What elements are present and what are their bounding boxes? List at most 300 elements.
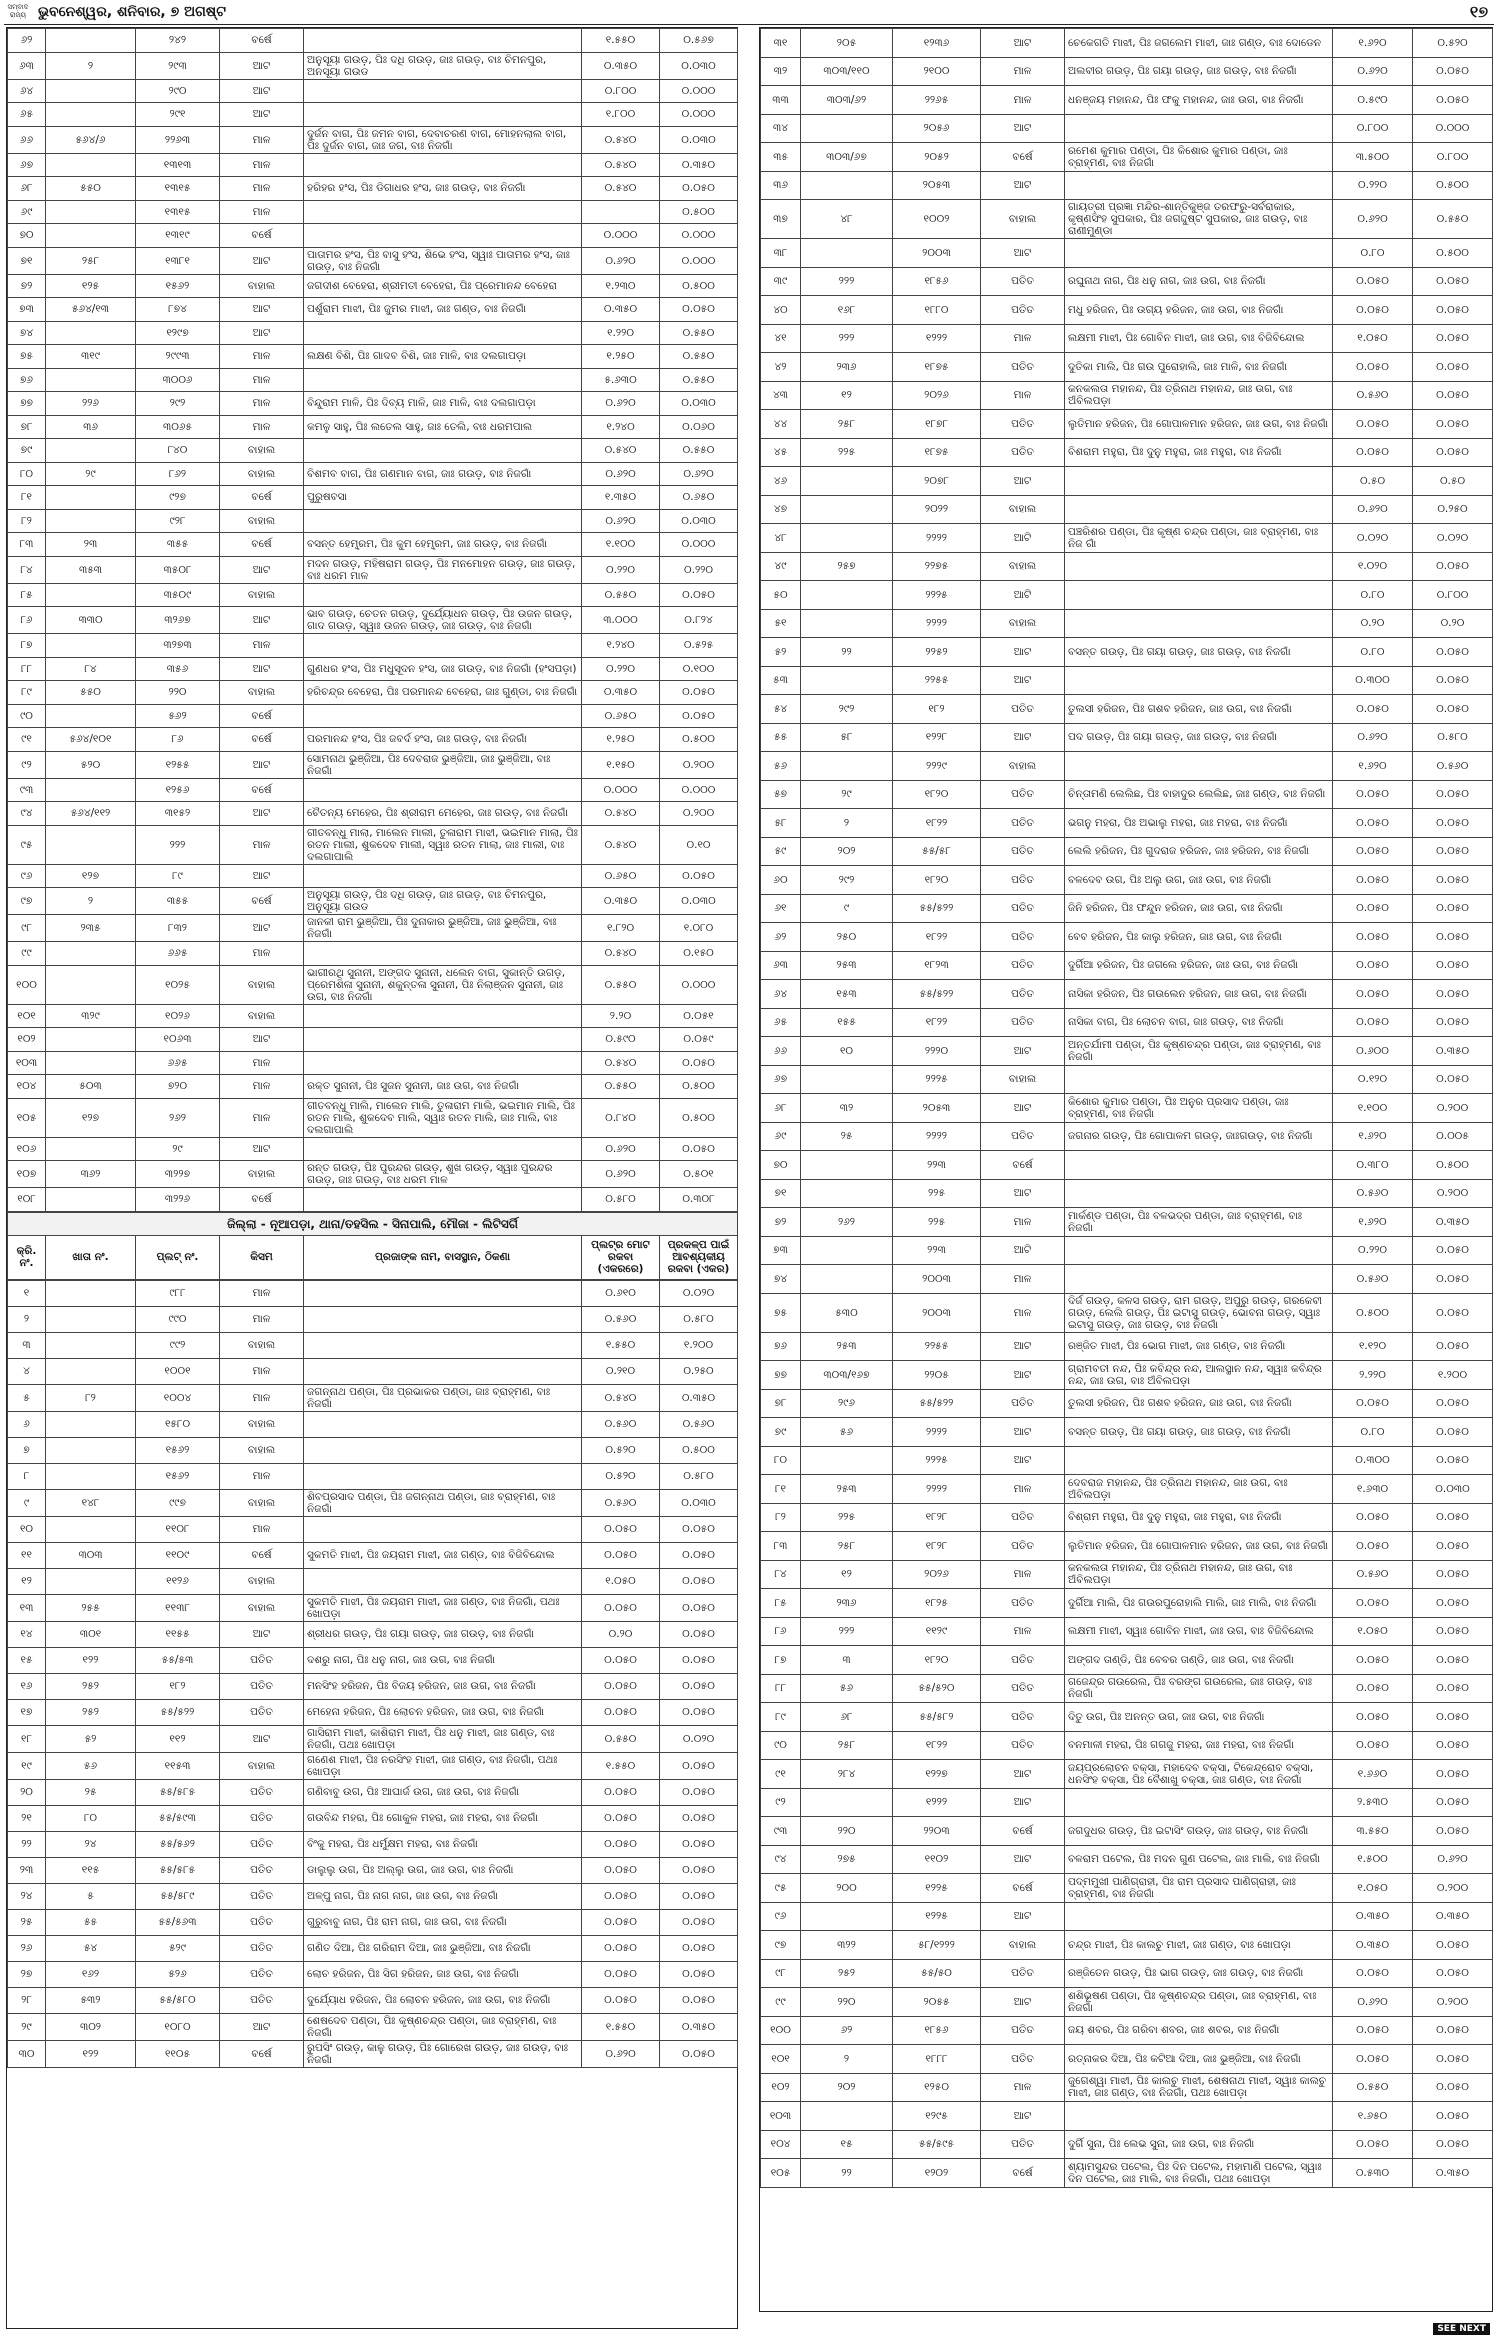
khata-cell: ୨୮୪	[801, 1760, 893, 1789]
serial-cell: ୧୪	[8, 1621, 46, 1647]
plot-cell: ୧୮୨୨	[893, 809, 981, 838]
total-area-cell: ୦.୮୦୦	[582, 79, 660, 103]
total-area-cell: ୦.୦୫୦	[1333, 837, 1413, 866]
serial-cell: ୧୦୨	[8, 1028, 46, 1052]
owner-cell	[1065, 2102, 1333, 2131]
khata-cell: ୩୫୩	[46, 556, 136, 583]
serial-cell: ୩୩	[761, 86, 801, 115]
plot-cell: ୯୨୭	[136, 486, 220, 510]
total-area-cell: ୦.୦୫୦	[1333, 1646, 1413, 1675]
table-row	[761, 1703, 1493, 1732]
serial-cell: ୫୮	[761, 809, 801, 838]
required-area-cell: ୦.୦୫୦	[1413, 837, 1493, 866]
plot-cell: ୨୯	[136, 1137, 220, 1161]
owner-cell	[304, 1306, 582, 1332]
required-area-cell: ୦.୦୫୦	[1413, 1293, 1493, 1332]
total-area-cell: ୦.୦୫୦	[1333, 923, 1413, 952]
total-area-cell: ୦.୬୨୦	[1333, 200, 1413, 239]
khata-cell: ୧୨	[801, 1560, 893, 1589]
kisam-cell: ଆଟ	[981, 239, 1065, 268]
plot-cell: ୧୨୫୦	[893, 2073, 981, 2102]
khata-cell: ୬୮	[801, 1703, 893, 1732]
total-area-cell: ୦.୦୫୦	[582, 1909, 660, 1935]
khata-cell	[801, 467, 893, 496]
plot-cell: ୧୮୫୬	[893, 267, 981, 296]
total-area-cell: ୦.୬୦୦	[1333, 1037, 1413, 1066]
owner-cell: ବସନ୍ତ ଗଉଡ଼, ପିଃ ଗୟା ଗଉଡ଼, ଜାଃ ଗଉଡ଼, ବାଃ ନିଜଗାଁ	[1065, 638, 1333, 667]
total-area-cell: ୨.୨୨୦	[1333, 1361, 1413, 1390]
page-header	[4, 2, 1494, 25]
table-row	[761, 695, 1493, 724]
required-area-cell: ୦.୦୫୦	[1413, 1446, 1493, 1475]
serial-cell: ୩୮	[761, 239, 801, 268]
serial-cell: ୩୨	[761, 57, 801, 86]
table-row	[761, 1037, 1493, 1066]
plot-cell: ୧୮୫୬	[893, 2016, 981, 2045]
required-area-cell: ୦.୦୫୦	[660, 1673, 738, 1699]
total-area-cell: ୦.୩୫୦	[582, 298, 660, 322]
required-area-cell: ୦.୫୬୭	[660, 29, 738, 53]
owner-cell: ଅନୁସୂୟା ଗଉଡ଼, ପିଃ ଦଧି ଗଉଡ଼, ଜାଃ ଗଉଡ଼, ବାଃ ଚିମନପୁର, ଅନୁସୂୟା ଗଉଡ	[304, 888, 582, 915]
plot-cell: ୫୫/୫୯୫	[893, 2130, 981, 2159]
owner-cell	[304, 321, 582, 345]
plot-cell: ୯୨୮	[136, 509, 220, 533]
kisam-cell: ଆଟ	[220, 1137, 304, 1161]
table-row	[761, 866, 1493, 895]
table-row	[761, 1817, 1493, 1846]
table-row	[761, 239, 1493, 268]
owner-cell	[304, 634, 582, 658]
table-row	[761, 1151, 1493, 1180]
khata-cell	[801, 1788, 893, 1817]
kisam-cell: ବାହାଲ	[220, 1489, 304, 1516]
owner-cell: ଚେକେଗତି ମାଝୀ, ପିଃ ଜଗଲେମ ମାଝୀ, ଜାଃ ଗଣ୍ଡ, ବାଃ ଦୋଡେନ	[1065, 29, 1333, 58]
khata-cell: ୨୨୦	[801, 1988, 893, 2017]
serial-cell: ୮୩	[761, 1532, 801, 1561]
required-area-cell: ୦.୦୩୦	[660, 888, 738, 915]
plot-cell: ୩୨୭୩	[136, 634, 220, 658]
khata-cell: ୨୩	[46, 533, 136, 557]
required-area-cell: ୦.୮୨୪	[660, 607, 738, 634]
serial-cell: ୪୭	[761, 495, 801, 524]
plot-cell: ୬୬୫	[136, 942, 220, 966]
serial-cell: ୬୨	[761, 923, 801, 952]
total-area-cell: ୦.୨୦	[1333, 609, 1413, 638]
required-area-cell: ୦.୦୦୦	[660, 79, 738, 103]
kisam-cell: ଆଟ	[981, 1418, 1065, 1447]
required-area-cell: ୦.୦୫୦	[1413, 2073, 1493, 2102]
kisam-cell: ବାହାଲ	[220, 681, 304, 705]
total-area-cell: ୦.୩୦୦	[1333, 666, 1413, 695]
owner-cell	[1065, 609, 1333, 638]
kisam-cell: ପତିତ	[220, 1857, 304, 1883]
required-area-cell: ୦.୦୫୦	[1413, 951, 1493, 980]
required-area-cell: ୦.୦୫୦	[1413, 894, 1493, 923]
total-area-cell: ୦.୦୫୦	[1333, 780, 1413, 809]
plot-cell: ୩୨୬୭	[136, 607, 220, 634]
owner-cell	[1065, 1065, 1333, 1094]
kisam-cell: ବର୍ଷେ	[220, 704, 304, 728]
total-area-cell: ୦.୫୦	[1333, 467, 1413, 496]
kisam-cell: ପତିତ	[981, 809, 1065, 838]
table-row	[761, 1760, 1493, 1789]
serial-cell: ୬୩	[761, 951, 801, 980]
required-area-cell: ୦.୦୫୦	[1413, 1532, 1493, 1561]
serial-cell: ୩୭	[761, 200, 801, 239]
total-area-cell: ୦.୦୫୦	[1333, 296, 1413, 325]
owner-cell: ଦୁତିକା ମାଲି, ପିଃ ଗଉ ପୁରୋହାଲି, ଜାଃ ମାଳି, ବାଃ ନିଜଗାଁ	[1065, 353, 1333, 382]
plot-cell: ୯୮୮	[136, 1280, 220, 1306]
plot-cell: ୫୫/୫୮୫	[136, 1857, 220, 1883]
owner-cell: ସୋମନାଥ ଭୁଞ୍ଜିଆ, ପିଃ ଦେବରାଜ ଭୁଞ୍ଜିଆ, ଜାଃ ଭୁଞ୍ଜିଆ, ବାଃ ନିଜଗାଁ	[304, 751, 582, 778]
serial-cell: ୧୦୫	[8, 1098, 46, 1137]
serial-cell: ୧୨	[8, 1568, 46, 1594]
kisam-cell: ବାହାଲ	[220, 1568, 304, 1594]
required-area-cell: ୦.୦୫୦	[1413, 1617, 1493, 1646]
plot-cell: ୨୨୦୩	[893, 1817, 981, 1846]
total-area-cell: ୦.୫୬୦	[1333, 1560, 1413, 1589]
owner-cell	[304, 79, 582, 103]
khata-cell	[46, 704, 136, 728]
serial-cell: ୮୯	[8, 681, 46, 705]
serial-cell: ୬୮	[761, 1094, 801, 1123]
owner-cell: ବେବ ହରିଜନ, ପିଃ କାଲୁ ହରିଜନ, ଜାଃ ଉଗ, ବାଃ ନିଜଗାଁ	[1065, 923, 1333, 952]
kisam-cell: ମାଳ	[220, 1384, 304, 1411]
owner-cell: ଗୀତବନ୍ଧୁ ମାଲି, ମାଲେନ ମାଲି, ତୁଳାରାମ ମାଲି, ଭଇମାନ ମାଲି, ପିଃ ରତନ ମାଲି, ଶୁକଦେବ ମାଲି, ସ୍ୱାଃ ରତନ ମାଲି, ଜାଃ ମାଲି, ବାଃ ଦଲଗାପାଲି	[304, 1098, 582, 1137]
table-row	[8, 1568, 738, 1594]
plot-cell: ୩୧୫୨	[136, 802, 220, 826]
owner-cell: ବିଶମବ ବାଗ, ପିଃ ଗଣମାନ ବାଗ, ଜାଃ ଗଉଡ଼, ବାଃ ନିଜଗାଁ	[304, 462, 582, 486]
kisam-cell: ବାହାଲ	[981, 495, 1065, 524]
serial-cell: ୬୬	[8, 126, 46, 153]
owner-cell: ବନମାଳୀ ମହରା, ପିଃ ଗଗଜୁ ମହରା, ଜାଃ ମହରା, ବାଃ ନିଜଗାଁ	[1065, 1731, 1333, 1760]
serial-cell: ୮୪	[8, 556, 46, 583]
serial-cell: ୧୦୩	[8, 1051, 46, 1075]
serial-cell: ୫୭	[761, 780, 801, 809]
required-area-cell: ୦.୫୦୦	[660, 1437, 738, 1463]
serial-cell: ୨୧	[8, 1805, 46, 1831]
owner-cell	[304, 1004, 582, 1028]
kisam-cell: ବାହାଲ	[220, 1004, 304, 1028]
plot-cell: ୫୫/୫୯୩	[136, 1805, 220, 1831]
required-area-cell: ୦.୦୩୦	[660, 52, 738, 79]
required-area-cell: ୦.୦୫୦	[660, 583, 738, 607]
khata-cell: ୫୨୦	[46, 751, 136, 778]
serial-cell: ୮୮	[761, 1674, 801, 1703]
owner-cell: ଅନୁସୂୟା ଗଉଡ଼, ପିଃ ଦଧି ଗଉଡ଼, ଜାଃ ଗଉଡ଼, ବାଃ ଚିମନପୁର, ଅନସୂୟା ଗଉଡ	[304, 52, 582, 79]
owner-cell: ପଦ୍ମମୁଖୀ ପାଣିଗ୍ରାହୀ, ପିଃ ରାମ ପ୍ରସାଦ ପାଣିଗ୍ରାହୀ, ଜାଃ ବ୍ରାହ୍ମଣ, ବାଃ ନିଜଗାଁ	[1065, 1874, 1333, 1903]
kisam-cell: ମାଳ	[220, 942, 304, 966]
table-row	[761, 894, 1493, 923]
owner-cell: ମାର୍କଣ୍ଡ ପଣ୍ଡା, ପିଃ ବଳଭଦ୍ର ପଣ୍ଡା, ଜାଃ ବ୍ରାହ୍ମଣ, ବାଃ ନିଜଗାଁ	[1065, 1208, 1333, 1237]
khata-cell	[46, 509, 136, 533]
owner-cell: ପାତାମର ହଂସ, ପିଃ ବାସୁ ହଂସ, ଶିଭେ ହଂସ, ସ୍ୱାଃ ପାତାମର ହଂସ, ଜାଃ ଗଉଡ଼, ବାଃ ନିଜଗାଁ	[304, 247, 582, 274]
serial-cell: ୧୩	[8, 1594, 46, 1621]
plot-cell: ୮୪୦	[136, 439, 220, 463]
plot-cell: ୧୧୦୨	[893, 1845, 981, 1874]
required-area-cell: ୦.୫୫୦	[660, 345, 738, 369]
total-area-cell: ୧.୨୨୦	[582, 321, 660, 345]
total-area-cell: ୦.୦୫୦	[1333, 1589, 1413, 1618]
plot-cell: ୫୫/୫୬୨	[136, 1831, 220, 1857]
kisam-cell: ଆଟ	[981, 1788, 1065, 1817]
owner-cell	[1065, 1179, 1333, 1208]
total-area-cell: ୦.୫୪୦	[582, 153, 660, 177]
khata-cell: ୮୪	[46, 657, 136, 681]
plot-cell: ୫୫/୫୨୨	[136, 1699, 220, 1725]
required-area-cell: ୦.୦୨୦	[1413, 524, 1493, 553]
required-area-cell: ୦.୫୦୦	[660, 200, 738, 224]
khata-cell: ୫୬୪/୧୦୧	[46, 728, 136, 752]
kisam-cell: ମାଳ	[981, 1265, 1065, 1294]
plot-cell: ୧୮୨୨	[893, 1731, 981, 1760]
kisam-cell: ମାଳ	[220, 415, 304, 439]
total-area-cell: ୧.୦୫୦	[1333, 324, 1413, 353]
total-area-cell: ୦.୬୨୦	[582, 247, 660, 274]
required-area-cell: ୦.୦୫୦	[1413, 381, 1493, 410]
serial-cell: ୧୬	[8, 1673, 46, 1699]
kisam-cell: ମାଳ	[220, 368, 304, 392]
kisam-cell: ଆଟ	[220, 247, 304, 274]
owner-cell: ଜଗନ୍ନାଥ ପଣ୍ଡା, ପିଃ ପ୍ରଭାକର ପଣ୍ଡା, ଜାଃ ବ୍ରାହ୍ମଣ, ବାଃ ନିଜଗାଁ	[304, 1384, 582, 1411]
table-row	[8, 1489, 738, 1516]
required-area-cell: ୦.୨୫୦	[1413, 495, 1493, 524]
table-row	[761, 1475, 1493, 1504]
owner-cell: ଦିର୍ଜ ଗଉଡ଼, କଳସ ଗଉଡ଼, ରାମ ଗଉଡ଼, ଅପୁରୁ ଗଉଡ଼, ଗରକେବୀ ଗଉଡ଼, ଲେଲି ଗଉଡ଼, ପିଃ ଇଟାସୁ ଗଉଡ଼, ଭୋବନା ଗଉଡ଼, ସ୍ୱାଃ ଇଟାସୁ ଗଉଡ଼, ଜାଃ ଗଉଡ଼, ବାଃ ନିଜଗାଁ	[1065, 1293, 1333, 1332]
total-area-cell: ୧.୬୨୦	[1333, 752, 1413, 781]
kisam-cell: ପତିତ	[220, 1935, 304, 1961]
total-area-cell: ୦.୫୫୦	[582, 965, 660, 1004]
serial-cell: ୪୯	[761, 552, 801, 581]
required-area-cell: ୦.୮୦୦	[1413, 581, 1493, 610]
table-row	[8, 415, 738, 439]
table-row	[8, 1935, 738, 1961]
kisam-cell: ଆଟ	[981, 1094, 1065, 1123]
kisam-cell: ମାଳ	[220, 634, 304, 658]
column-header: ପ୍ଲଟ୍‌ର ମୋଟ ରକବା (ଏକରରେ)	[582, 1235, 660, 1279]
khata-cell: ୫୬	[801, 1674, 893, 1703]
serial-cell: ୬୨	[8, 29, 46, 53]
table-row	[8, 1051, 738, 1075]
owner-cell: ଦୁର୍ଗିଆ ହରିଜନ, ପିଃ ଜଗଲେ ହରିଜନ, ଜାଃ ଉଗ, ବାଃ ନିଜଗାଁ	[1065, 951, 1333, 980]
total-area-cell: ୦.୬୨୦	[582, 462, 660, 486]
khata-cell	[46, 1568, 136, 1594]
owner-cell: ଜୁଗେଶ୍ୱା ମାଝୀ, ପିଃ କାଲଚୁ ମାଝୀ, ଶେଷନାଥ ମାଝୀ, ସ୍ୱାଃ କାଲଚୁ ମାଝୀ, ଜାଃ ଗଣ୍ଡ, ବାଃ ନିଜଗାଁ, ପଥଃ ଖୋପଡ଼ା	[1065, 2073, 1333, 2102]
plot-cell: ୮୭୪	[136, 298, 220, 322]
required-area-cell: ୦.୨୨୦	[660, 556, 738, 583]
total-area-cell: ୦.୦୦୦	[582, 778, 660, 802]
table-row	[761, 1418, 1493, 1447]
left-top-table	[7, 28, 738, 1212]
khata-cell: ୨୨୨	[801, 1617, 893, 1646]
required-area-cell: ୦.୦୫୦	[660, 1883, 738, 1909]
owner-cell: ରଘୁନାଥ ନାଗ, ପିଃ ଧନୁ ନାଗ, ଜାଃ ଉଗ, ବାଃ ନିଜଗାଁ	[1065, 267, 1333, 296]
kisam-cell: ପତିତ	[981, 267, 1065, 296]
left-column	[6, 27, 738, 2329]
khata-cell: ୨୫୮	[46, 247, 136, 274]
plot-cell: ୧୫୬୨	[136, 1437, 220, 1463]
table-row	[8, 2040, 738, 2067]
serial-cell: ୭୯	[8, 439, 46, 463]
plot-cell: ୧୩୧୫	[136, 200, 220, 224]
owner-cell: ଜଗନାର ଗଉଡ଼, ପିଃ ଗୋପାଳମ ଗଉଡ଼, ଜାଃଗଉଡ଼, ବାଃ ନିଜଗାଁ	[1065, 1122, 1333, 1151]
required-area-cell: ୦.୨୫୦	[660, 1358, 738, 1384]
plot-cell: ୨୨୨୫	[893, 581, 981, 610]
table-row	[761, 1874, 1493, 1903]
table-row	[761, 1008, 1493, 1037]
total-area-cell: ୧.୨୫୦	[582, 345, 660, 369]
khata-cell: ୧୨	[801, 381, 893, 410]
khata-cell: ୧୨୨	[46, 2040, 136, 2067]
column-header: ଖାତା ନଂ.	[46, 1235, 136, 1279]
required-area-cell: ୦.୫୦୦	[660, 274, 738, 298]
table-row	[8, 1161, 738, 1188]
total-area-cell: ୧.୦୫୦	[1333, 1617, 1413, 1646]
table-row	[8, 1752, 738, 1779]
table-row	[761, 1122, 1493, 1151]
table-row	[8, 778, 738, 802]
table-row	[761, 1845, 1493, 1874]
total-area-cell: ୦.୬୨୦	[1333, 57, 1413, 86]
total-area-cell: ୦.୨୨୦	[1333, 171, 1413, 200]
serial-cell: ୯୬	[761, 1902, 801, 1931]
owner-cell	[1065, 666, 1333, 695]
table-row	[8, 509, 738, 533]
total-area-cell: ୧.୦୫୦	[582, 1568, 660, 1594]
required-area-cell: ୦.୦୦୦	[660, 247, 738, 274]
required-area-cell: ୦.୦୫୦	[660, 1542, 738, 1568]
khata-cell	[46, 29, 136, 53]
required-area-cell: ୦.୦୫୦	[1413, 57, 1493, 86]
serial-cell: ୮୦	[8, 462, 46, 486]
table-row	[8, 1961, 738, 1987]
owner-cell	[304, 583, 582, 607]
serial-cell: ୯୮	[761, 1959, 801, 1988]
table-row	[8, 439, 738, 463]
khata-cell	[46, 200, 136, 224]
plot-cell: ୧୫୬୨	[136, 1463, 220, 1489]
serial-cell: ୯୭	[8, 888, 46, 915]
total-area-cell: ୧.୬୨୦	[1333, 1122, 1413, 1151]
serial-cell: ୧୦୧	[8, 1004, 46, 1028]
serial-cell: ୮୯	[761, 1703, 801, 1732]
serial-cell: ୧୦୭	[8, 1161, 46, 1188]
khata-cell	[801, 666, 893, 695]
total-area-cell: ୧.୬୬୦	[1333, 1760, 1413, 1789]
table-row	[8, 1621, 738, 1647]
kisam-cell: ଆଟ	[981, 467, 1065, 496]
plot-cell: ୨୨୨୦	[893, 1037, 981, 1066]
table-row	[761, 1503, 1493, 1532]
plot-cell: ୫୫/୫୮୨	[893, 1703, 981, 1732]
required-area-cell: ୦.୧୦	[660, 825, 738, 864]
serial-cell: ୭୮	[8, 415, 46, 439]
owner-cell: ବିଶରାମ ମହୁରା, ପିଃ ଦୁନୁ ମହୁରା, ଜାଃ ମହୁରା, ବାଃ ନିଜଗାଁ	[1065, 438, 1333, 467]
owner-cell: ଚିନ୍ତାମଣି ଲେଲିଛ, ପିଃ ବାହାଦୁର ଲେଲିଛ, ଜାଃ ଗଣ୍ଡ, ବାଃ ନିଜଗାଁ	[1065, 780, 1333, 809]
serial-cell: ୪୬	[761, 467, 801, 496]
required-area-cell: ୦.୦୫୦	[1413, 1817, 1493, 1846]
total-area-cell: ୦.୮୦	[1333, 638, 1413, 667]
owner-cell: କନକଲତା ମହାନନ୍ଦ, ପିଃ ତ୍ରିନାଥ ମହାନନ୍ଦ, ଜାଃ ଉଗ, ବାଃ ଅଁବିଲପଡ଼ା	[1065, 1560, 1333, 1589]
owner-cell	[1065, 467, 1333, 496]
plot-cell: ୩୨୨୬	[136, 1188, 220, 1212]
khata-cell: ୫୬	[801, 1418, 893, 1447]
kisam-cell: ବାହାଲ	[220, 1594, 304, 1621]
kisam-cell: ମାଳ	[981, 86, 1065, 115]
total-area-cell: ୦.୫୫୦	[582, 583, 660, 607]
table-row	[761, 2159, 1493, 2188]
plot-cell: ୨୨୫୫	[893, 666, 981, 695]
total-area-cell: ୩.୫୫୦	[1333, 1817, 1413, 1846]
kisam-cell: ଆଟ	[220, 915, 304, 942]
required-area-cell: ୦.୩୫୦	[1413, 1208, 1493, 1237]
serial-cell: ୮୬	[761, 1617, 801, 1646]
serial-cell: ୪୫	[761, 438, 801, 467]
kisam-cell: ବାହାଲ	[220, 1437, 304, 1463]
serial-cell: ୩୧	[761, 29, 801, 58]
total-area-cell: ୦.୮୪୦	[582, 1098, 660, 1137]
plot-cell: ୨୦୫୩	[893, 1094, 981, 1123]
khata-cell: ୩୦୩/୬୭	[801, 143, 893, 172]
serial-cell: ୫୩	[761, 666, 801, 695]
owner-cell: ଲକ୍ଷମୀ ମାଝୀ, ପିଃ ଗୋବିନ ମାଝୀ, ଜାଃ ଉଗ, ବାଃ ବିଜିବିନ୍ଦୋଲ	[1065, 324, 1333, 353]
kisam-cell: ଆଟି	[981, 1236, 1065, 1265]
owner-cell: ଜୟପ୍ରଲୋଚନ ବକ୍ସା, ମହାଦେବ ବକ୍ସା, ଟିକେନ୍ଦ୍ରୋବ ବକ୍ସା, ଧନସିଂହ ବକ୍ସା, ପିଃ ବୈଶାଖୁ ବକ୍ସା, ଜାଃ ଗଣ୍ଡ, ବାଃ ନିଜଗାଁ	[1065, 1760, 1333, 1789]
total-area-cell: ୦.୫୬୦	[582, 1489, 660, 1516]
kisam-cell: ପତିତ	[981, 951, 1065, 980]
serial-cell: ୭୪	[8, 321, 46, 345]
khata-cell: ୧୪୮	[46, 1489, 136, 1516]
plot-cell: ୧୩୧୩	[136, 153, 220, 177]
table-row	[8, 1306, 738, 1332]
kisam-cell: ବାହାଲ	[220, 583, 304, 607]
khata-cell: ୩୦୩/୧୧୦	[801, 57, 893, 86]
owner-cell: ଭଗନୁ ମହରା, ପିଃ ଅଭାଲୁ ମହରା, ଜାଃ ମହରା, ବାଃ ନିଜଗାଁ	[1065, 809, 1333, 838]
khata-cell: ୧୨୫	[46, 274, 136, 298]
total-area-cell: ୦.୦୫୦	[582, 1779, 660, 1805]
required-area-cell: ୦.୫୫୦	[660, 439, 738, 463]
kisam-cell: ବାହାଲ	[981, 200, 1065, 239]
kisam-cell: ମାଳ	[220, 1306, 304, 1332]
owner-cell: ଜଗଦୁଧର ଗଉଡ଼, ପିଃ ଇଟାସିଂ ଗଉଡ଼, ଜାଃ ଗଉଡ଼, ବାଃ ନିଜଗାଁ	[1065, 1817, 1333, 1846]
plot-cell: ୩୫୦୯	[136, 583, 220, 607]
khata-cell: ୨୫୫	[46, 1594, 136, 1621]
plot-cell: ୧୮୮୦	[893, 296, 981, 325]
required-area-cell: ୦.୫୦୦	[1413, 239, 1493, 268]
total-area-cell: ୦.୦୫୦	[582, 1935, 660, 1961]
table-row	[8, 681, 738, 705]
required-area-cell: ୦.୦୫୦	[1413, 666, 1493, 695]
total-area-cell: ୦.୮୦	[1333, 581, 1413, 610]
total-area-cell: ୦.୦୫୦	[582, 1673, 660, 1699]
khata-cell: ୨୩୬	[801, 1589, 893, 1618]
owner-cell: ଲୁତିମାନ ହରିଜନ, ପିଃ ଗୋପାଳମାନ ହରିଜନ, ଜାଃ ଉଗ, ବାଃ ନିଜଗାଁ	[1065, 1532, 1333, 1561]
owner-cell	[304, 1280, 582, 1306]
owner-cell	[304, 1332, 582, 1358]
kisam-cell: ମାଳ	[220, 1463, 304, 1489]
table-row	[761, 296, 1493, 325]
kisam-cell: ଆଟ	[220, 298, 304, 322]
plot-cell: ୩୦୦୬	[136, 368, 220, 392]
required-area-cell: ୦.୦୦୦	[660, 965, 738, 1004]
total-area-cell: ୦.୫୬୦	[1333, 381, 1413, 410]
kisam-cell: ବର୍ଷେ	[981, 2159, 1065, 2188]
serial-cell: ୪୩	[761, 381, 801, 410]
owner-cell: ଭାବ ଗଉଡ଼, ଚେତନ ଗଉଡ଼, ଦୁର୍ଯ୍ୟୋଧନ ଗଉଡ଼, ପିଃ ଉଜନ ଗଉଡ଼, ଗାଦ ଗଉଡ଼, ସ୍ୱାଃ ଉଜନ ଗଉଡ଼, ଜାଃ ଗଉଡ଼, ବାଃ ନିଜଗାଁ	[304, 607, 582, 634]
serial-cell: ୮୧	[761, 1475, 801, 1504]
table-row	[761, 1674, 1493, 1703]
kisam-cell: ପତିତ	[981, 1122, 1065, 1151]
